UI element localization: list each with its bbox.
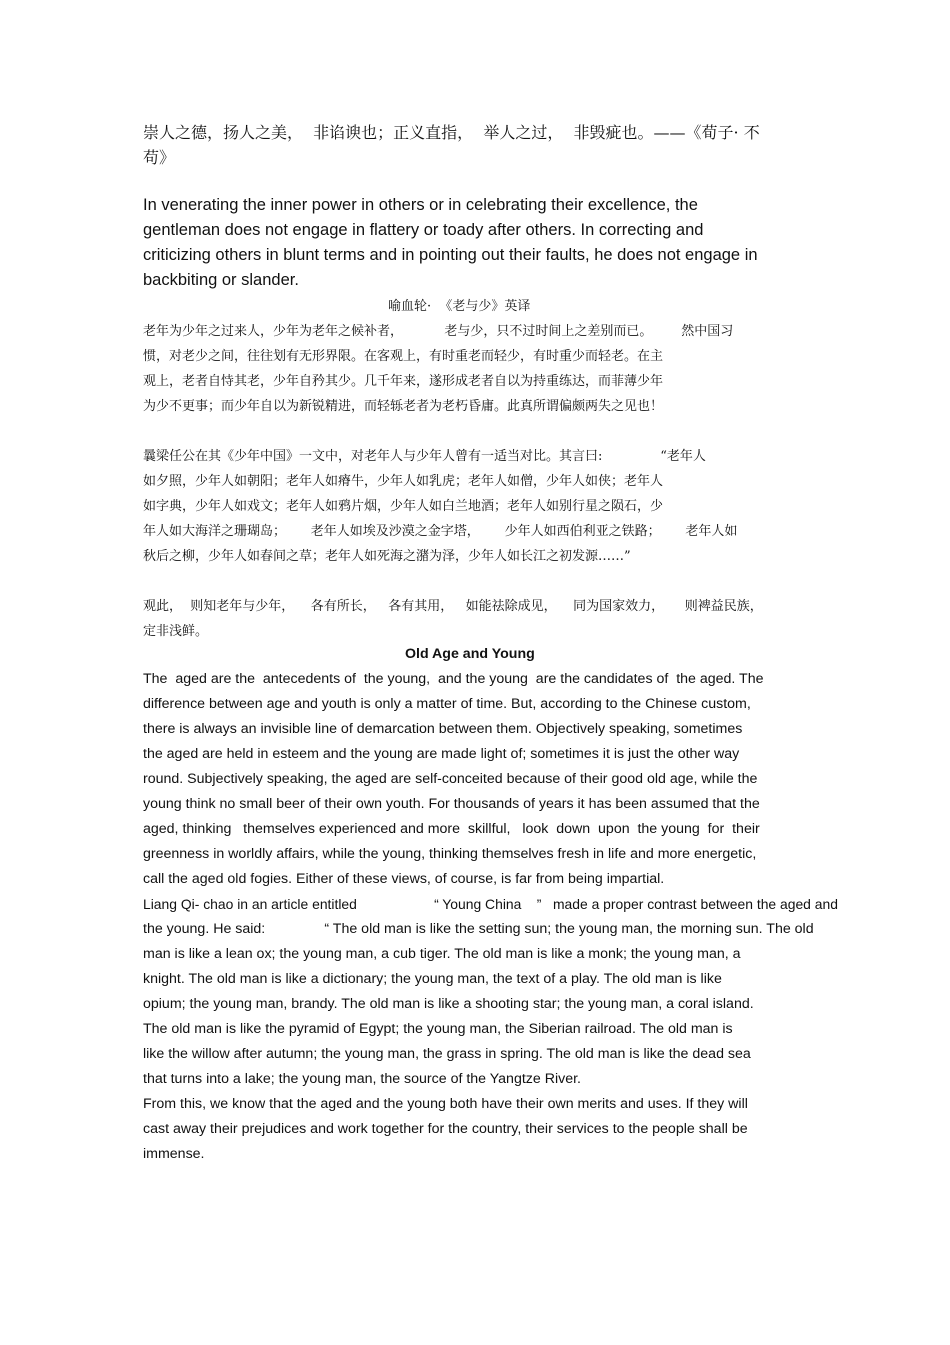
quote-zh-line: 崇人之德，扬人之美， 非谄谀也；正义直指， 举人之过， 非毁疵也。——《荀子· 不 bbox=[143, 123, 760, 142]
en-body-line: knight. The old man is like a dictionary; the young man, the text of a play. The old man is like bbox=[143, 971, 722, 987]
zh-paragraph-line: 观此， 则知老年与少年， 各有所长， 各有其用， 如能祛除成见， 同为国家效力， 则裨益民族， bbox=[143, 599, 763, 614]
en-title: Old Age and Young bbox=[405, 646, 535, 662]
en-body-line: opium; the young man, brandy. The old man is like a shooting star; the young man, a coral island. bbox=[143, 996, 754, 1012]
en-body-line: aged, thinking themselves experienced and more skillful, look down upon the young for their bbox=[143, 821, 760, 837]
quote-zh-line: 苟》 bbox=[143, 148, 176, 167]
zh-paragraph-line: 老年为少年之过来人，少年为老年之候补者， 老与少，只不过时间上之差别而已。 然中国习 bbox=[143, 324, 734, 339]
en-body-line: round. Subjectively speaking, the aged are self-conceited because of their good old age, while the bbox=[143, 771, 758, 787]
en-body-line: cast away their prejudices and work together for the country, their services to the people shall be bbox=[143, 1121, 748, 1137]
en-body-line: immense. bbox=[143, 1146, 205, 1162]
en-body-line: The old man is like the pyramid of Egypt; the young man, the Siberian railroad. The old man is bbox=[143, 1021, 733, 1037]
zh-paragraph-line: 如字典，少年人如戏文；老年人如鸦片烟，少年人如白兰地酒；老年人如别行星之陨石，少 bbox=[143, 499, 664, 514]
en-body-line: Liang Qi- chao in an article entitled “ Young China ” made a proper contrast between the aged and bbox=[143, 896, 838, 912]
quote-en-line: gentleman does not engage in flattery or toady after others. In correcting and bbox=[143, 221, 704, 239]
zh-heading: 喻血轮· 《老与少》英译 bbox=[388, 299, 531, 314]
quote-en-line: criticizing others in blunt terms and in pointing out their faults, he does not engage in bbox=[143, 246, 758, 264]
en-body-line: young think no small beer of their own youth. For thousands of years it has been assumed that the bbox=[143, 796, 760, 812]
en-body-line: that turns into a lake; the young man, the source of the Yangtze River. bbox=[143, 1071, 581, 1087]
zh-paragraph-line: 为少不更事；而少年自以为新锐精进，而轻轹老者为老朽昏庸。此真所谓偏颇两失之见也！ bbox=[143, 399, 664, 414]
en-body-line: call the aged old fogies. Either of these views, of course, is far from being impartial. bbox=[143, 871, 665, 887]
zh-paragraph-line: 年人如大海洋之珊瑚岛； 老年人如埃及沙漠之金字塔， 少年人如西伯利亚之铁路； 老年人如 bbox=[143, 524, 738, 539]
en-body-line: there is always an invisible line of demarcation between them. Objectively speaking, sometimes bbox=[143, 721, 743, 737]
en-body-line: the young. He said: “ The old man is like the setting sun; the young man, the morning sun. The old bbox=[143, 921, 814, 937]
en-body-line: The aged are the antecedents of the young, and the young are the candidates of the aged. The bbox=[143, 671, 764, 687]
en-body-line: man is like a lean ox; the young man, a cub tiger. The old man is like a monk; the young man, a bbox=[143, 946, 741, 962]
quote-en-line: backbiting or slander. bbox=[143, 271, 299, 289]
en-body-line: like the willow after autumn; the young man, the grass in spring. The old man is like the dead sea bbox=[143, 1046, 751, 1062]
zh-paragraph-line: 秋后之柳，少年人如春间之草；老年人如死海之潴为泽，少年人如长江之初发源……” bbox=[143, 549, 631, 564]
en-body-line: greenness in worldly affairs, while the young, thinking themselves fresh in life and more energetic, bbox=[143, 846, 757, 862]
en-body-line: From this, we know that the aged and the young both have their own merits and uses. If they will bbox=[143, 1096, 748, 1112]
en-body-line: difference between age and youth is only a matter of time. But, according to the Chinese custom, bbox=[143, 696, 751, 712]
zh-paragraph-line: 定非浅鲜。 bbox=[143, 624, 209, 639]
zh-paragraph-line: 观上，老者自恃其老，少年自矜其少。几千年来，遂形成老者自以为持重练达，而菲薄少年 bbox=[143, 374, 664, 389]
zh-paragraph-line: 如夕照，少年人如朝阳；老年人如瘠牛，少年人如乳虎；老年人如僧，少年人如侠；老年人 bbox=[143, 474, 664, 489]
zh-paragraph-line: 惯，对老少之间，往往划有无形界限。在客观上，有时重老而轻少，有时重少而轻老。在主 bbox=[143, 349, 664, 364]
quote-en-line: In venerating the inner power in others or in celebrating their excellence, the bbox=[143, 196, 698, 214]
zh-paragraph-line: 曩梁任公在其《少年中国》一文中，对老年人与少年人曾有一适当对比。其言曰: “老年人 bbox=[143, 449, 706, 464]
en-body-line: the aged are held in esteem and the young are made light of; sometimes it is just the other way bbox=[143, 746, 740, 762]
